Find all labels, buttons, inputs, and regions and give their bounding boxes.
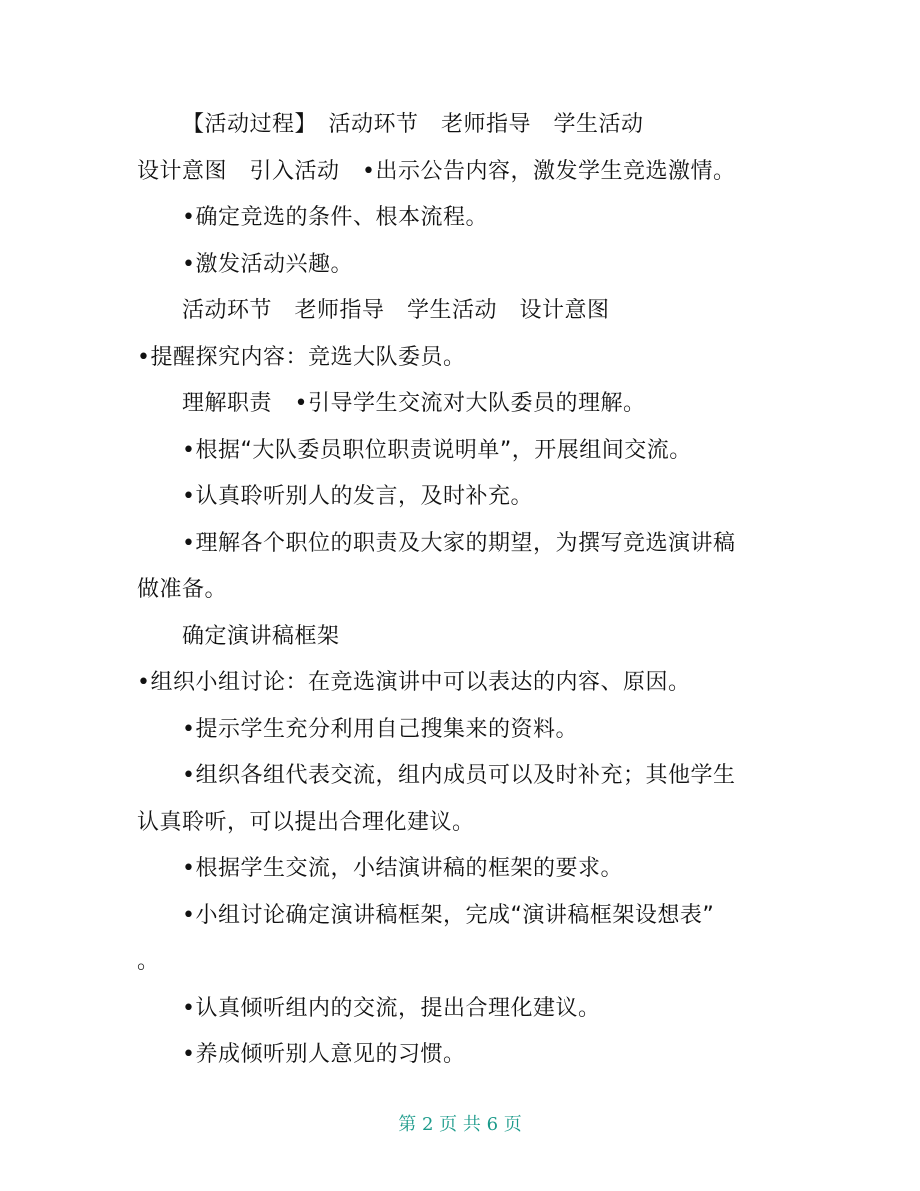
- text-line: 确定演讲稿框架: [182, 624, 340, 649]
- text-line: •提醒探究内容：竞选大队委员。: [137, 345, 466, 370]
- text-line: 【活动过程】 活动环节 老师指导 学生活动: [182, 112, 644, 137]
- text-line: •认真聆听别人的发言，及时补充。: [182, 484, 533, 509]
- text-line: 做准备。: [137, 577, 228, 602]
- text-line: •根据“大队委员职位职责说明单”，开展组间交流。: [182, 438, 692, 463]
- text-line: •组织小组讨论：在竞选演讲中可以表达的内容、原因。: [137, 670, 691, 695]
- text-line: •根据学生交流，小结演讲稿的框架的要求。: [182, 856, 623, 881]
- text-line: •认真倾听组内的交流，提出合理化建议。: [182, 996, 601, 1021]
- text-line: •养成倾听别人意见的习惯。: [182, 1042, 466, 1067]
- text-line: •提示学生充分利用自己搜集来的资料。: [182, 717, 578, 742]
- text-line: 活动环节 老师指导 学生活动 设计意图: [182, 298, 610, 323]
- text-line: •理解各个职位的职责及大家的期望，为撰写竞选演讲稿: [182, 531, 736, 556]
- text-line: •组织各组代表交流，组内成员可以及时补充；其他学生: [182, 763, 736, 788]
- text-line: •小组讨论确定演讲稿框架，完成“演讲稿框架设想表”: [182, 903, 715, 928]
- text-line: 认真聆听，可以提出合理化建议。: [137, 810, 475, 835]
- text-line: 。: [137, 949, 160, 974]
- text-line: 理解职责 •引导学生交流对大队委员的理解。: [182, 391, 646, 416]
- text-line: •确定竞选的条件、根本流程。: [182, 205, 488, 230]
- page-number-footer: 第 2 页 共 6 页: [398, 1114, 522, 1135]
- text-line: •激发活动兴趣。: [182, 252, 353, 277]
- text-line: 设计意图 引入活动 •出示公告内容，激发学生竞选激情。: [137, 159, 736, 184]
